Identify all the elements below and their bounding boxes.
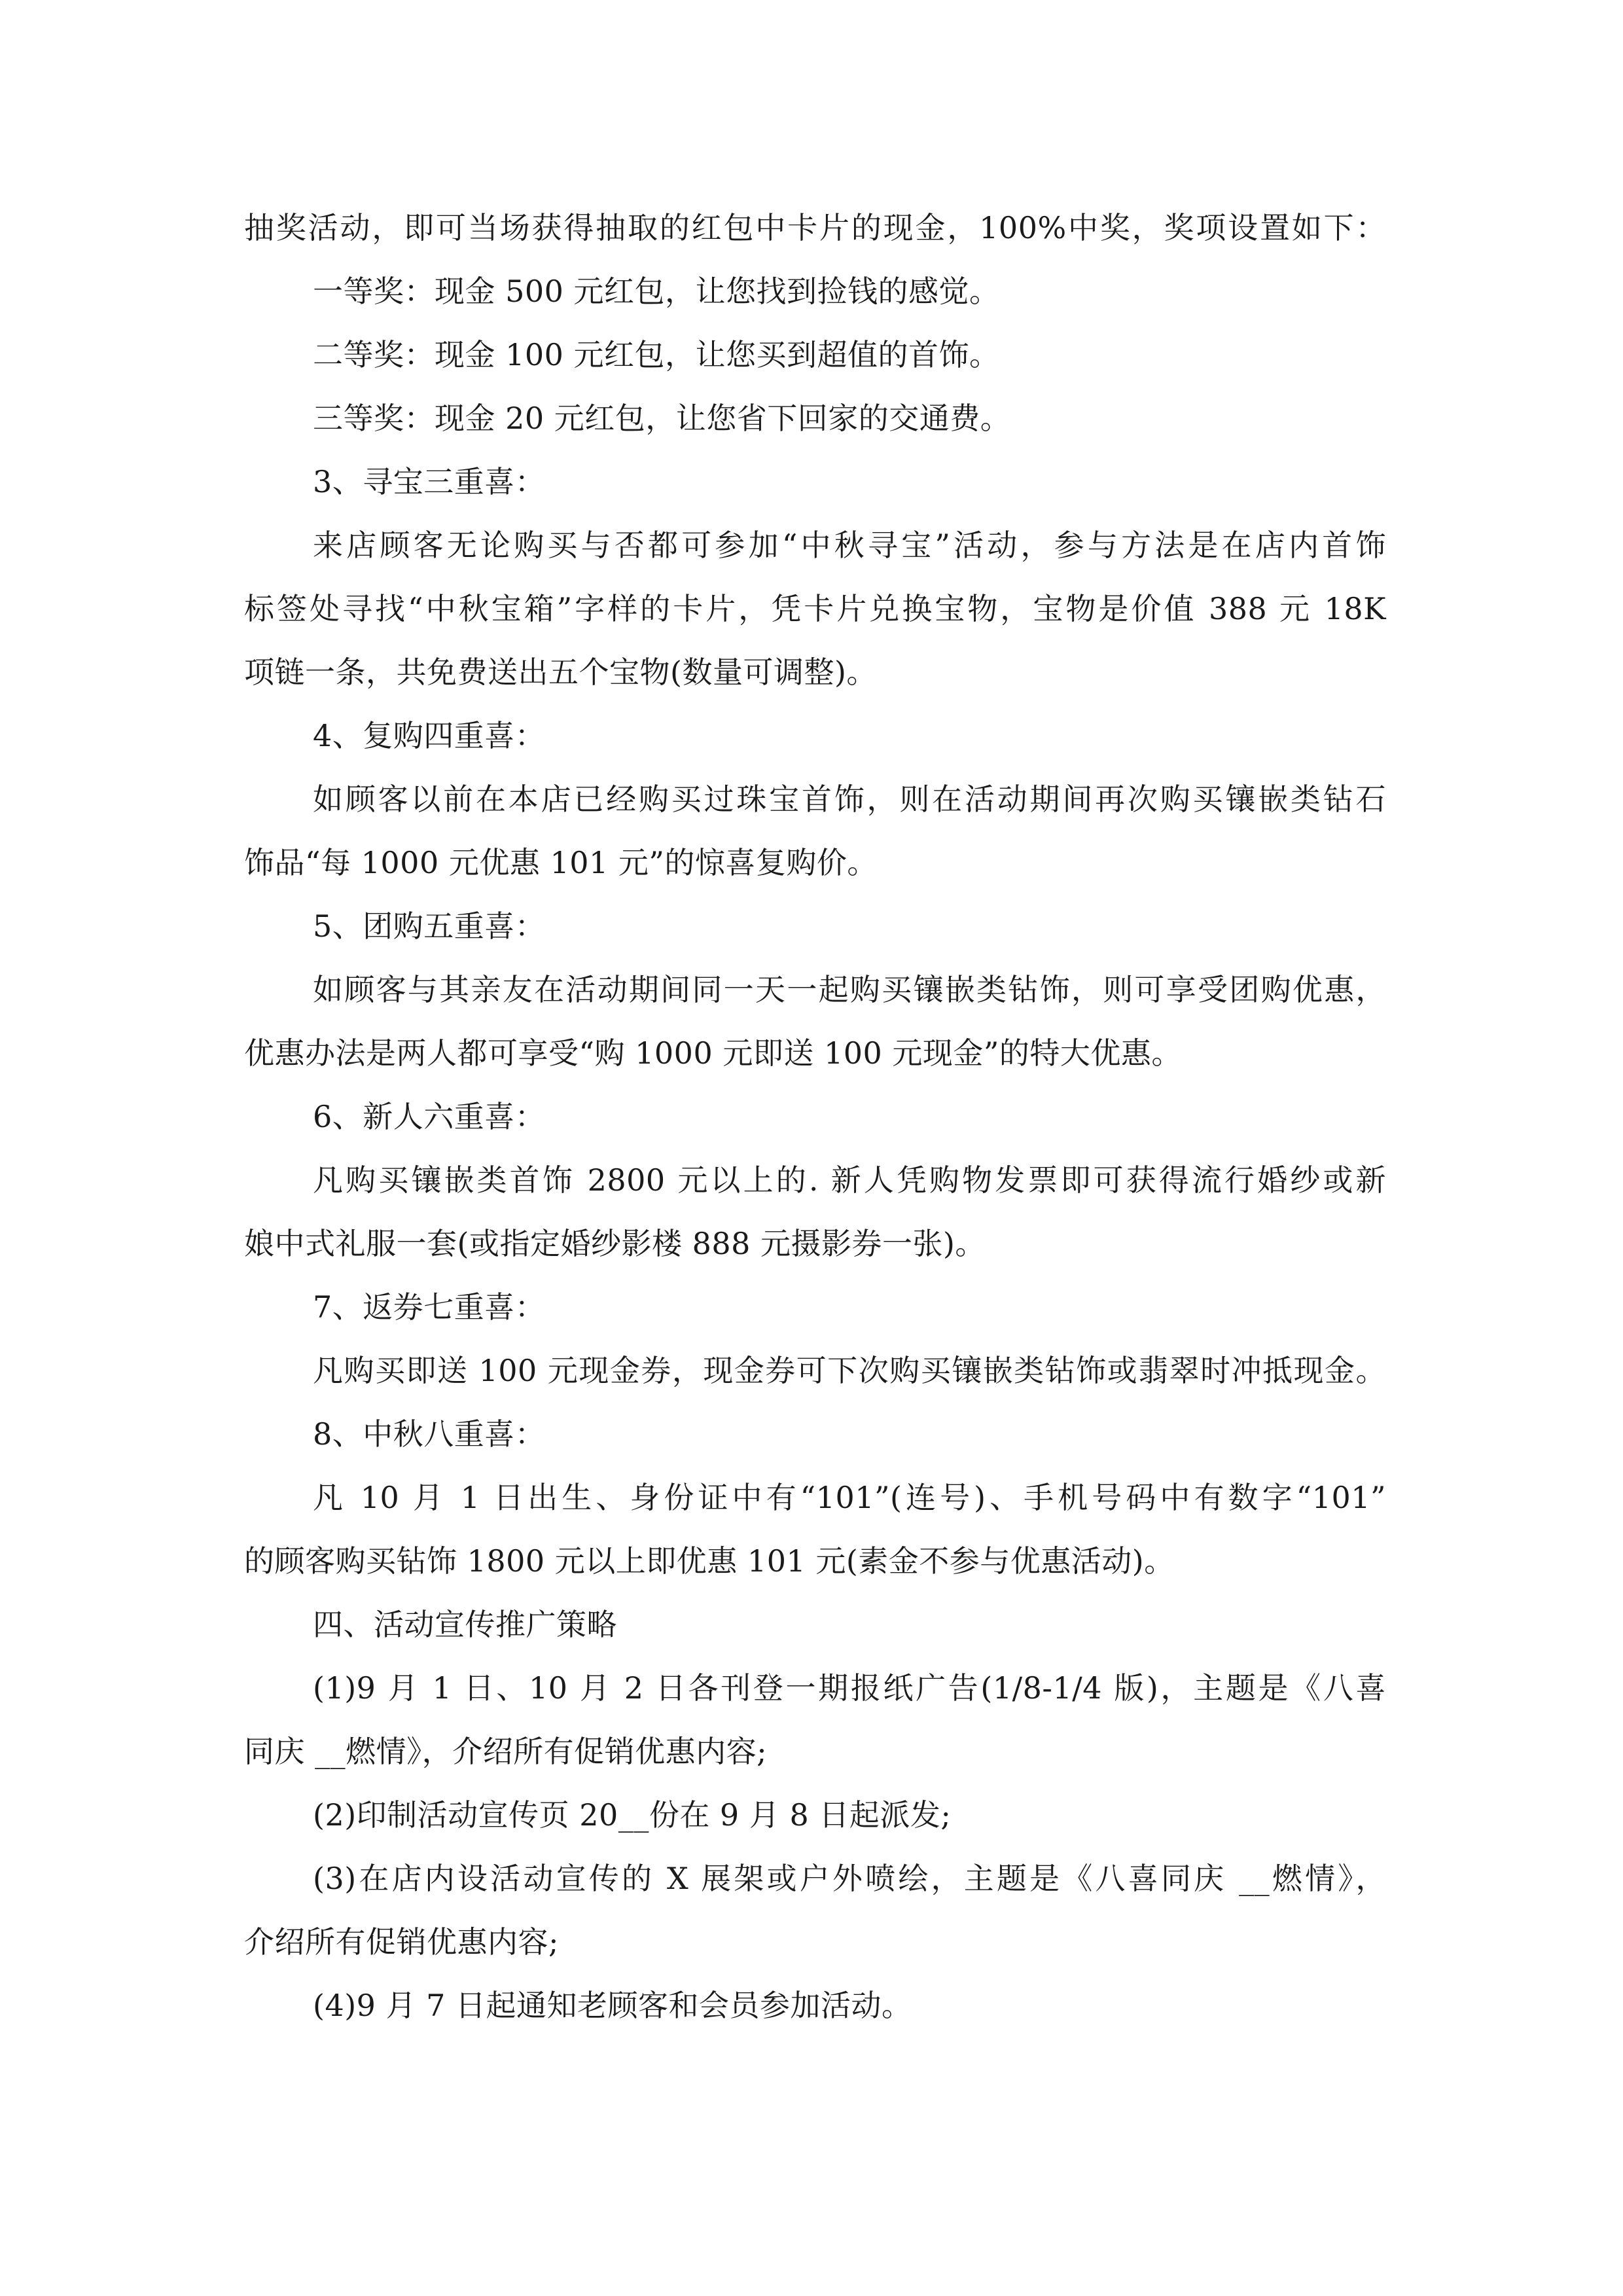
- text-line: 同庆 __燃情》，介绍所有促销优惠内容;: [244, 1734, 768, 1769]
- text-line: 来店顾客无论购买与否都可参加“中秋寻宝”活动，参与方法是在店内首饰: [313, 528, 1386, 563]
- text-line: 3、寻宝三重喜：: [313, 464, 546, 499]
- text-line: 的顾客购买钻饰 1800 元以上即优惠 101 元(素金不参与优惠活动)。: [244, 1543, 1175, 1579]
- text-line: 凡购买镶嵌类首饰 2800 元以上的. 新人凭购物发票即可获得流行婚纱或新: [313, 1162, 1386, 1198]
- text-line: 凡 10 月 1 日出生、身份证中有“101”(连号)、手机号码中有数字“101”: [313, 1480, 1386, 1515]
- text-line: 7、返券七重喜：: [313, 1289, 546, 1325]
- text-line: 三等奖：现金 20 元红包，让您省下回家的交通费。: [313, 401, 1011, 436]
- text-line: 凡购买即送 100 元现金券，现金券可下次购买镶嵌类钻饰或翡翠时冲抵现金。: [313, 1353, 1386, 1388]
- text-line: 4、复购四重喜：: [313, 718, 546, 753]
- text-line: 四、活动宣传推广策略: [313, 1607, 617, 1642]
- text-line: (2)印制活动宣传页 20__份在 9 月 8 日起派发;: [313, 1797, 952, 1833]
- text-line: 如顾客与其亲友在活动期间同一天一起购买镶嵌类钻饰，则可享受团购优惠，: [313, 972, 1386, 1007]
- text-line: 标签处寻找“中秋宝箱”字样的卡片，凭卡片兑换宝物，宝物是价值 388 元 18K: [244, 591, 1386, 626]
- text-line: 一等奖：现金 500 元红包，让您找到捡钱的感觉。: [313, 274, 1000, 309]
- text-line: 饰品“每 1000 元优惠 101 元”的惊喜复购价。: [244, 845, 878, 880]
- text-line: (4)9 月 7 日起通知老顾客和会员参加活动。: [313, 1988, 912, 2023]
- text-line: 6、新人六重喜：: [313, 1099, 546, 1134]
- text-line: (1)9 月 1 日、10 月 2 日各刊登一期报纸广告(1/8-1/4 版)，主题是《八喜: [313, 1670, 1386, 1706]
- text-line: 二等奖：现金 100 元红包，让您买到超值的首饰。: [313, 337, 1000, 372]
- text-line: 项链一条，共免费送出五个宝物(数量可调整)。: [244, 655, 877, 690]
- text-line: 5、团购五重喜：: [313, 908, 546, 944]
- document-body: [244, 196, 1386, 2037]
- text-line: 介绍所有促销优惠内容;: [244, 1924, 559, 1960]
- text-line: 如顾客以前在本店已经购买过珠宝首饰，则在活动期间再次购买镶嵌类钻石: [313, 781, 1386, 817]
- text-line: (3)在店内设活动宣传的 X 展架或户外喷绘，主题是《八喜同庆 __燃情》，: [313, 1861, 1386, 1896]
- text-line: 优惠办法是两人都可享受“购 1000 元即送 100 元现金”的特大优惠。: [244, 1035, 1182, 1071]
- text-line: 8、中秋八重喜：: [313, 1416, 546, 1452]
- text-line: 娘中式礼服一套(或指定婚纱影楼 888 元摄影券一张)。: [244, 1226, 986, 1261]
- text-line: 抽奖活动，即可当场获得抽取的红包中卡片的现金，100%中奖，奖项设置如下：: [244, 210, 1386, 245]
